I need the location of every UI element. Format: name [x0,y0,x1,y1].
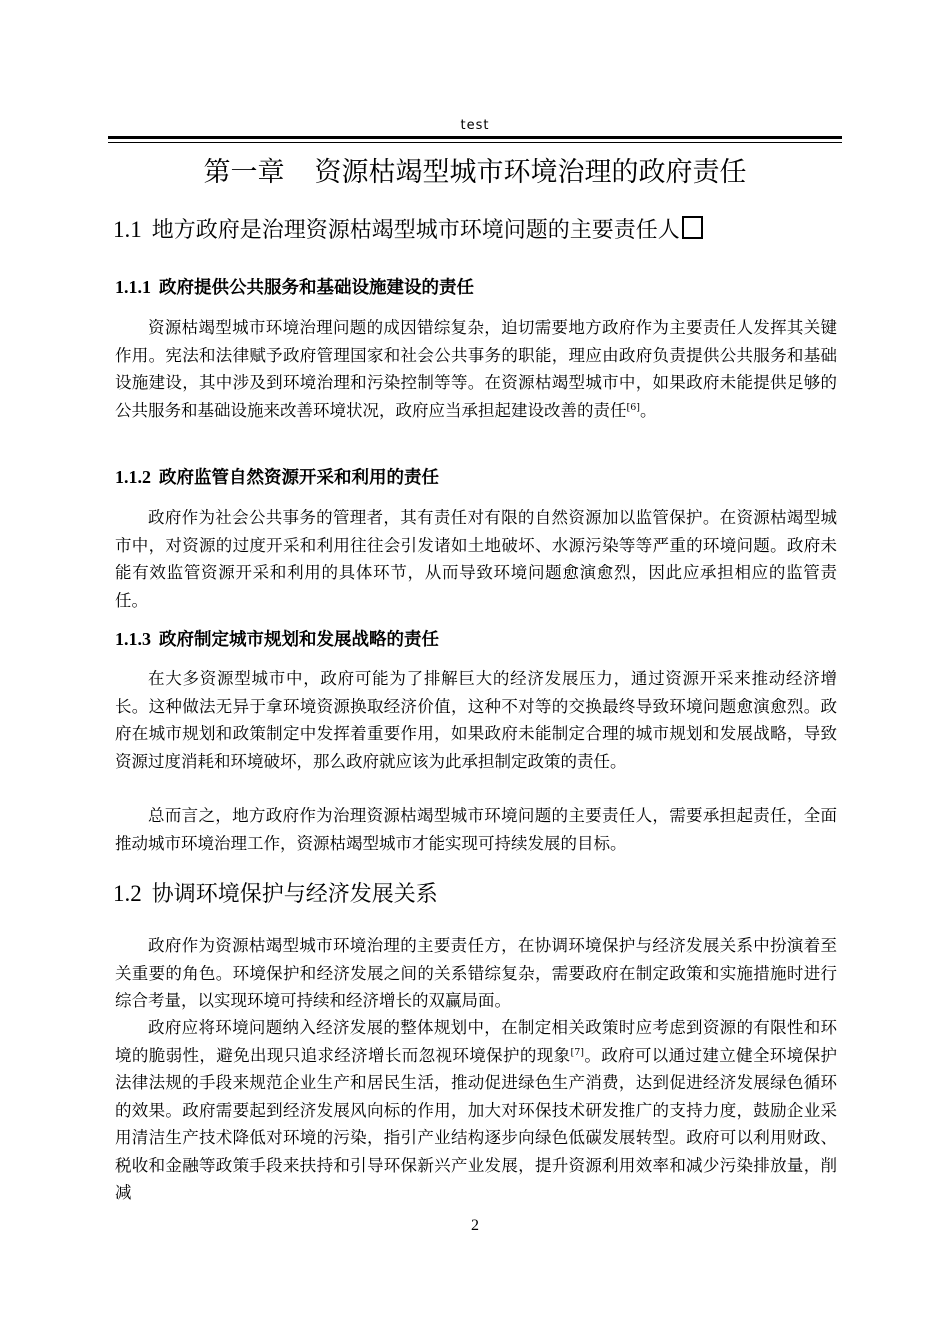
section-number: 1.2 [113,881,142,906]
paragraph-1: 资源枯竭型城市环境治理问题的成因错综复杂，迫切需要地方政府作为主要责任人发挥其关键作用。宪法和法律赋予政府管理国家和社会公共事务的职能，理应由政府负责提供公共服务和基础设施建设，其中涉及到环境治理和污染控制等等。在资源枯竭型城市中，如果政府未能提供足够的公共服务和基础设施来改善环境状况，政府应当承担起建设改善的责任[6]。 [115,318,837,420]
paragraph-4: 总而言之，地方政府作为治理资源枯竭型城市环境问题的主要责任人，需要承担起责任，全面推动城市环境治理工作，资源枯竭型城市才能实现可持续发展的目标。 [115,806,837,853]
subsection-number: 1.1.1 [115,277,151,297]
paragraph-2: 政府作为社会公共事务的管理者，其有责任对有限的自然资源加以监管保护。在资源枯竭型城市中，对资源的过度开采和利用往往会引发诸如土地破坏、水源污染等等严重的环境问题。政府未能有效监管资源开采和利用的具体环节，从而导致环境问题愈演愈烈，因此应承担相应的监管责任。 [115,508,837,610]
chapter-title [0,153,950,193]
subsection-number: 1.1.2 [115,467,151,487]
subsection-title: 政府提供公共服务和基础设施建设的责任 [159,278,474,298]
subsection-heading-1-1-1 [115,273,855,302]
chapter-label: 第一章 [203,157,285,188]
subsection-heading-1-1-2 [115,463,855,492]
paragraph-6: 政府应将环境问题纳入经济发展的整体规划中，在制定相关政策时应考虑到资源的有限性和环境的脆弱性，避免出现只追求经济增长而忽视环境保护的现象[7]。政府可以通过建立健全环境保护法律法规的手段来规范企业生产和居民生活，推动促进绿色生产消费，达到促进经济发展绿色循环的效果。政府需要起到经济发展风向标的作用，加大对环保技术研发推广的支持力度，鼓励企业采用清洁生产技术降低对环境的污染，指引产业结构逐步向绿色低碳发展转型。政府可以利用财政、税收和金融等政策手段来扶持和引导环保新兴产业发展，提升资源利用效率和减少污染排放量，削减 [115,1018,838,1202]
page-number: 2 [471,1217,479,1234]
section-title: 协调环境保护与经济发展关系 [151,882,438,907]
section-number: 1.1 [113,217,142,242]
header-rule-thin [108,142,842,143]
chapter-name: 资源枯竭型城市环境治理的政府责任 [314,157,747,188]
section-heading-1-2 [113,878,853,911]
citation-7: [7] [570,1046,584,1058]
running-header: test [460,118,490,133]
citation-6: [6] [626,401,640,413]
section-heading-1-1 [113,214,853,247]
header-rule-thick [108,136,842,139]
subsection-number: 1.1.3 [115,629,151,649]
section-title: 地方政府是治理资源枯竭型城市环境问题的主要责任人 [151,218,680,243]
subsection-title: 政府制定城市规划和发展战略的责任 [159,630,439,650]
paragraph-3: 在大多资源型城市中，政府可能为了排解巨大的经济发展压力，通过资源开采来推动经济增长。这种做法无异于拿环境资源换取经济价值，这种不对等的交换最终导致环境问题愈演愈烈。政府在城市规划和政策制定中发挥着重要作用，如果政府未能制定合理的城市规划和发展战略，导致资源过度消耗和环境破坏，那么政府就应该为此承担制定政策的责任。 [115,669,837,771]
subsection-title: 政府监管自然资源开采和利用的责任 [159,468,439,488]
subsection-heading-1-1-3 [115,625,855,654]
paragraph-5: 政府作为资源枯竭型城市环境治理的主要责任方，在协调环境保护与经济发展关系中扮演着至关重要的角色。环境保护和经济发展之间的关系错综复杂，需要政府在制定政策和实施措施时进行综合考量，以实现环境可持续和经济增长的双赢局面。 [115,936,837,1010]
box-glyph [682,216,703,239]
